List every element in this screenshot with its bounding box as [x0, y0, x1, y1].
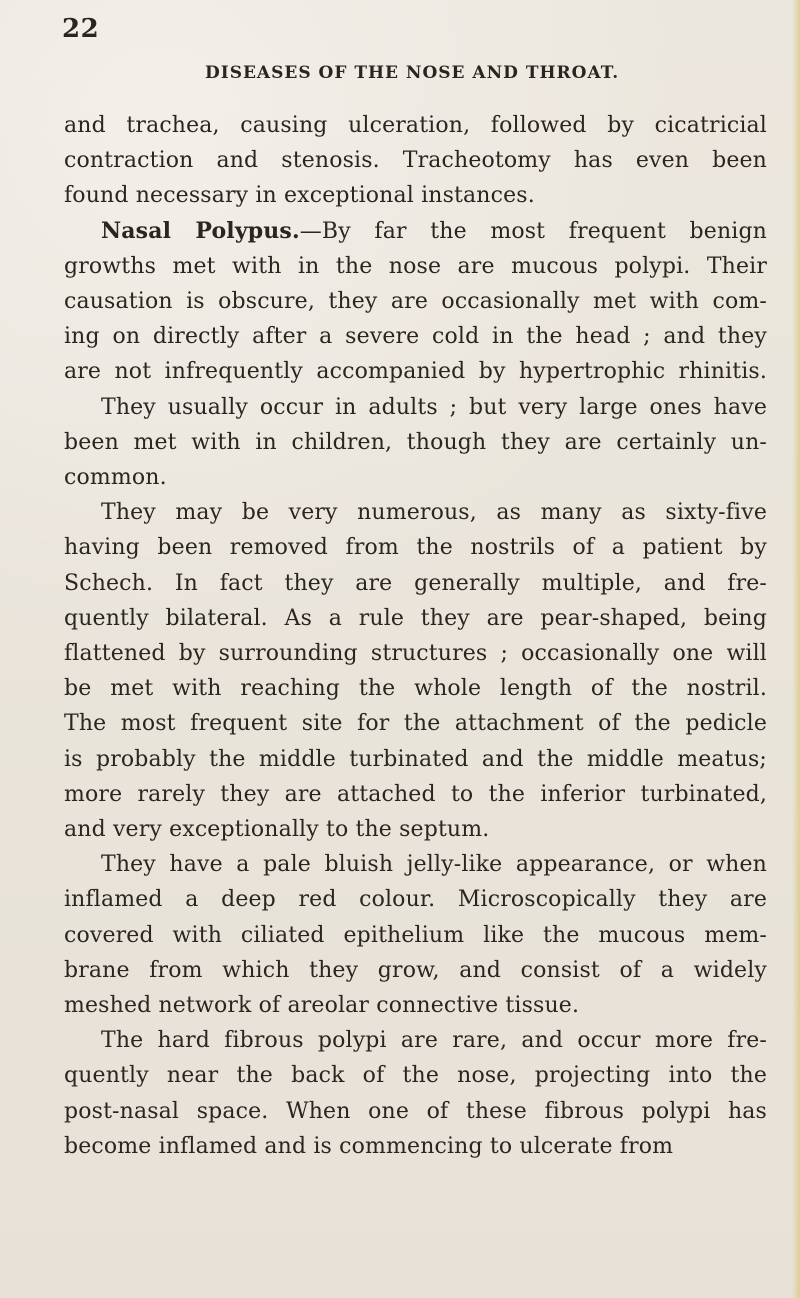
text-line: having been removed from the nostrils of a patient by	[64, 535, 767, 561]
text-line: found necessary in exceptional instances.	[64, 183, 535, 209]
paragraph-start: The hard fibrous polypi are rare, and occur more fre-	[101, 1028, 767, 1054]
text-line: ing on directly after a severe cold in the head ; and they	[64, 324, 767, 350]
paragraph-start: They have a pale bluish jelly-like appearance, or when	[101, 852, 767, 878]
page-edge-shading	[792, 0, 800, 1298]
text-line: growths met with in the nose are mucous polypi. Their	[64, 253, 767, 279]
page-number: 22	[62, 14, 100, 44]
text-line: quently bilateral. As a rule they are pear-shaped, being	[64, 605, 767, 631]
paragraph-start: They may be very numerous, as many as sixty-five	[101, 500, 767, 526]
text-line: common.	[64, 465, 167, 491]
text-line: is probably the middle turbinated and the middle meatus;	[64, 746, 767, 772]
text-line: are not infrequently accompanied by hypertrophic rhinitis.	[64, 359, 767, 385]
text-line: post-nasal space. When one of these fibrous polypi has	[64, 1098, 767, 1124]
text-line: covered with ciliated epithelium like the mucous mem-	[64, 922, 767, 948]
text-line: meshed network of areolar connective tissue.	[64, 993, 580, 1019]
text-line: The most frequent site for the attachment of the pedicle	[64, 711, 767, 737]
text-line: Schech. In fact they are generally multiple, and fre-	[64, 570, 767, 596]
section-start-line	[64, 214, 767, 249]
text-line: and trachea, causing ulceration, followed by cicatricial	[64, 113, 767, 138]
text-line: quently near the back of the nose, projecting into the	[64, 1063, 767, 1089]
text-line: causation is obscure, they are occasionally met with com-	[64, 289, 767, 315]
text-line: been met with in children, though they are certainly un-	[64, 429, 767, 455]
section-heading: Nasal Polypus.	[101, 217, 300, 244]
text-line: become inflamed and is commencing to ulcerate from	[64, 1133, 674, 1159]
text-line: brane from which they grow, and consist of a widely	[64, 957, 767, 983]
text-line-continuation: —By far the most frequent benign	[299, 218, 767, 244]
text-line: more rarely they are attached to the inferior turbinated,	[64, 781, 767, 807]
body-text	[64, 108, 767, 1164]
paragraph-start: They usually occur in adults ; but very large ones have	[101, 394, 767, 420]
text-line: and very exceptionally to the septum.	[64, 817, 490, 843]
text-line: be met with reaching the whole length of the nostril.	[64, 676, 767, 702]
running-head: DISEASES OF THE NOSE AND THROAT.	[205, 63, 620, 83]
text-line: contraction and stenosis. Tracheotomy has even been	[64, 148, 767, 174]
text-line: flattened by surrounding structures ; occasionally one will	[64, 641, 767, 667]
text-line: inflamed a deep red colour. Microscopically they are	[64, 887, 767, 913]
